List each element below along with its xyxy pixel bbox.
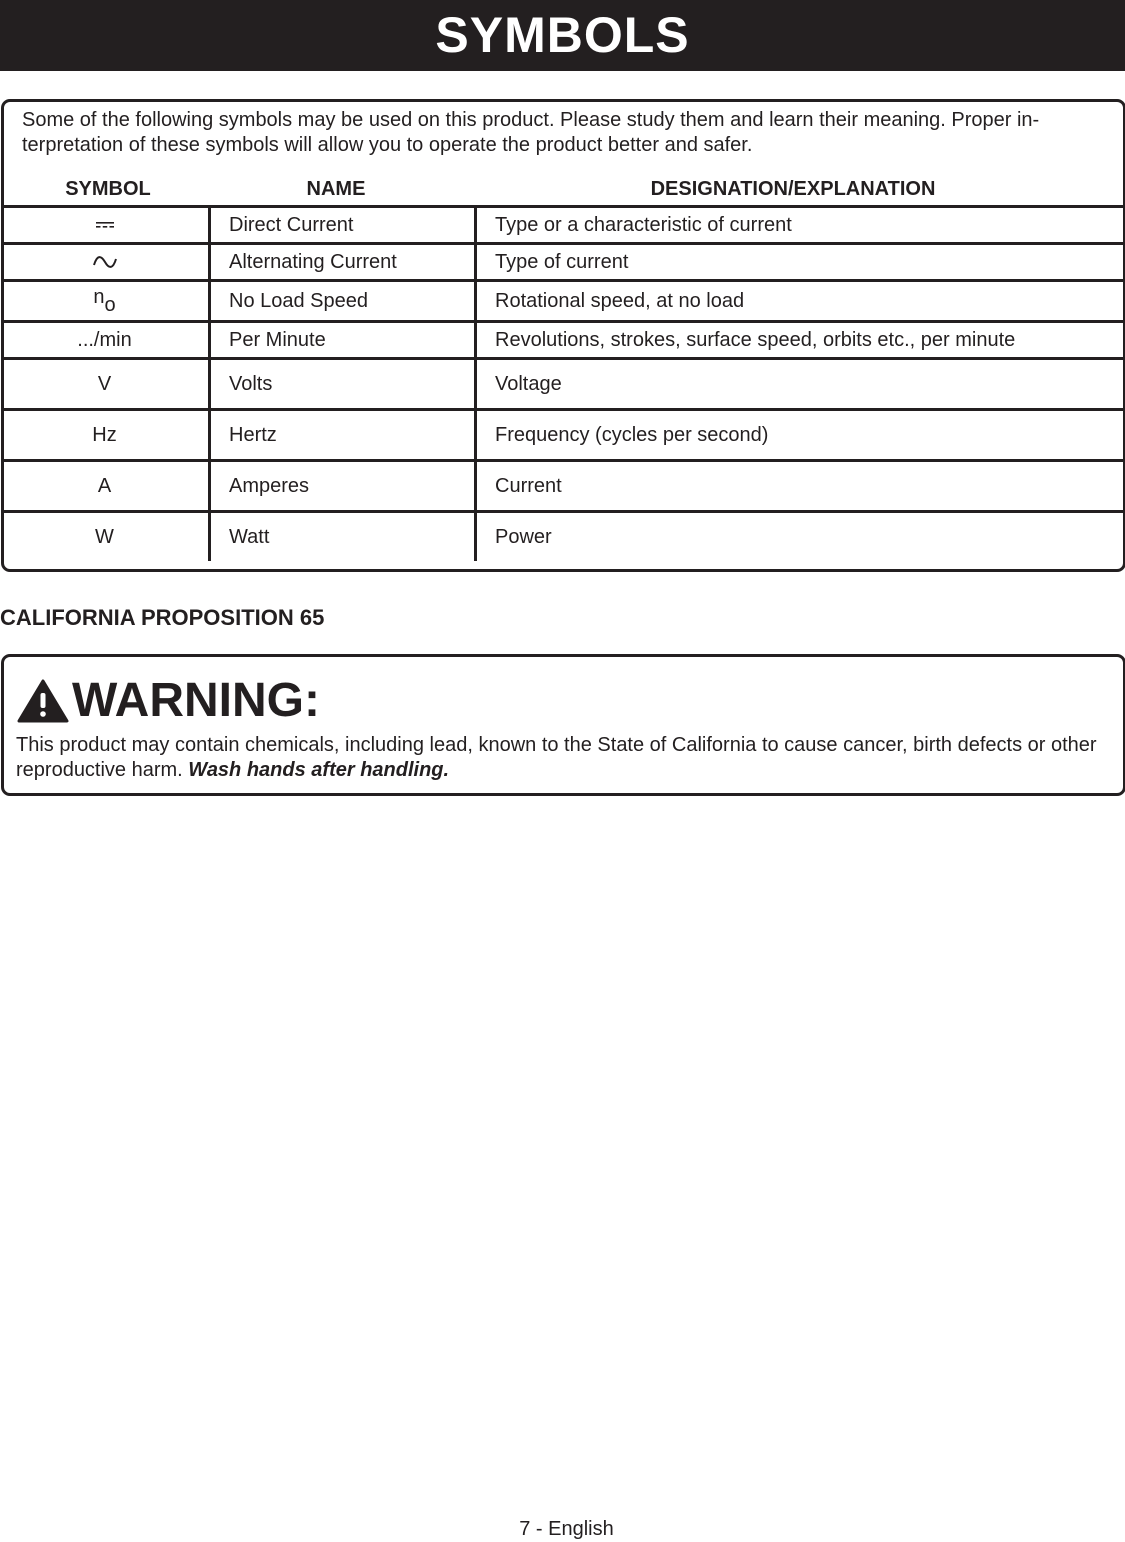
warning-body: This product may contain chemicals, including lead, known to the State of California to cause cancer, birth defects or other reproductive harm. bbox=[16, 734, 1097, 781]
name-cell: Per Minute bbox=[210, 322, 476, 359]
warning-box bbox=[1, 654, 1125, 796]
designation-cell: Type or a characteristic of current bbox=[476, 207, 1125, 244]
symbols-intro: Some of the following symbols may be used on this product. Please study them and learn their meaning. Proper in-terpretation of these symbols will allow you to operate the product better and safer. bbox=[22, 108, 1112, 158]
designation-cell: Revolutions, strokes, surface speed, orbits etc., per minute bbox=[476, 322, 1125, 359]
column-header-designation: DESIGNATION/EXPLANATION bbox=[462, 177, 1124, 202]
page-title: SYMBOLS bbox=[0, 0, 1125, 71]
table-row bbox=[1, 410, 1125, 461]
warning-text bbox=[16, 733, 1118, 783]
symbols-table-box bbox=[1, 99, 1125, 572]
symbols-table bbox=[1, 205, 1125, 561]
symbol-subscript: o bbox=[105, 294, 116, 316]
name-cell: Volts bbox=[210, 359, 476, 410]
page-footer: 7 - English bbox=[0, 1517, 1125, 1542]
symbol-cell: A bbox=[1, 461, 210, 512]
symbol-cell: V bbox=[1, 359, 210, 410]
symbol-cell: W bbox=[1, 512, 210, 562]
column-header-symbol: SYMBOL bbox=[6, 177, 210, 202]
column-header-name: NAME bbox=[211, 177, 461, 202]
table-row bbox=[1, 359, 1125, 410]
table-row bbox=[1, 207, 1125, 244]
symbol-cell: .../min bbox=[1, 322, 210, 359]
symbol-text: n bbox=[93, 286, 104, 308]
direct-current-icon bbox=[96, 222, 114, 228]
designation-cell: Power bbox=[476, 512, 1125, 562]
symbol-cell bbox=[1, 244, 210, 281]
symbol-cell: Hz bbox=[1, 410, 210, 461]
symbol-cell bbox=[1, 281, 210, 322]
table-row bbox=[1, 322, 1125, 359]
name-cell: Direct Current bbox=[210, 207, 476, 244]
designation-cell: Rotational speed, at no load bbox=[476, 281, 1125, 322]
table-row bbox=[1, 512, 1125, 562]
table-row bbox=[1, 244, 1125, 281]
designation-cell: Voltage bbox=[476, 359, 1125, 410]
table-row bbox=[1, 461, 1125, 512]
table-row bbox=[1, 281, 1125, 322]
name-cell: Alternating Current bbox=[210, 244, 476, 281]
designation-cell: Type of current bbox=[476, 244, 1125, 281]
warning-title bbox=[17, 673, 320, 729]
section-heading-prop65: CALIFORNIA PROPOSITION 65 bbox=[0, 604, 324, 632]
symbol-cell bbox=[1, 207, 210, 244]
name-cell: Amperes bbox=[210, 461, 476, 512]
warning-emphasis: Wash hands after handling. bbox=[188, 759, 449, 781]
name-cell: Hertz bbox=[210, 410, 476, 461]
alternating-current-icon bbox=[92, 254, 118, 270]
designation-cell: Frequency (cycles per second) bbox=[476, 410, 1125, 461]
designation-cell: Current bbox=[476, 461, 1125, 512]
warning-label: WARNING: bbox=[72, 673, 320, 729]
warning-triangle-icon bbox=[17, 679, 69, 723]
name-cell: Watt bbox=[210, 512, 476, 562]
name-cell: No Load Speed bbox=[210, 281, 476, 322]
